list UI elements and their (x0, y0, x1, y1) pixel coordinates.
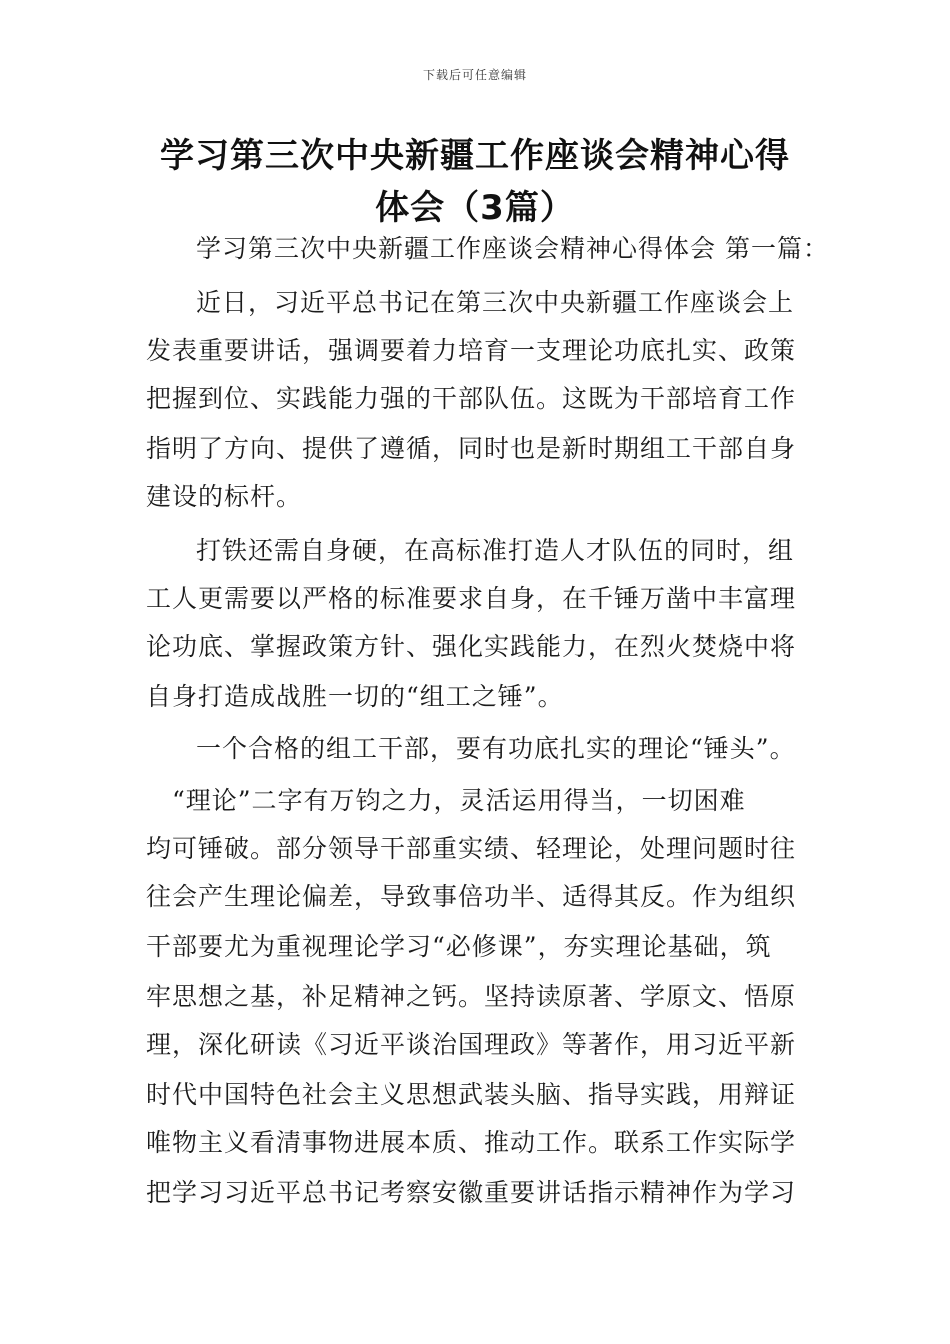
body-line: 牢思想之基，补足精神之钙。坚持读原著、学原文、悟原 (146, 982, 797, 1011)
body-line: 论功底、掌握政策方针、强化实践能力，在烈火焚烧中将 (146, 632, 797, 661)
body-line: 自身打造成战胜一切的“组工之锤”。 (146, 682, 564, 711)
body-line: “理论”二字有万钧之力，灵活运用得当，一切困难 (172, 786, 746, 815)
body-line: 一个合格的组工干部，要有功底扎实的理论“锤头”。 (196, 734, 796, 763)
body-line: 干部要尤为重视理论学习“必修课”，夯实理论基础，筑 (146, 932, 772, 961)
body-line: 均可锤破。部分领导干部重实绩、轻理论，处理问题时往 (146, 834, 797, 863)
body-line: 把握到位、实践能力强的干部队伍。这既为干部培育工作 (146, 384, 797, 413)
body-line: 打铁还需自身硬，在高标准打造人才队伍的同时，组 (196, 536, 795, 565)
body-line: 工人更需要以严格的标准要求自身，在千锤万凿中丰富理 (146, 584, 797, 613)
body-line: 近日，习近平总书记在第三次中央新疆工作座谈会上 (196, 288, 795, 317)
body-line: 唯物主义看清事物进展本质、推动工作。联系工作实际学 (146, 1128, 797, 1157)
body-line: 指明了方向、提供了遵循，同时也是新时期组工干部自身 (146, 434, 797, 463)
body-line: 理，深化研读《习近平谈治国理政》等著作，用习近平新 (146, 1030, 797, 1059)
header-note: 下载后可任意编辑 (422, 68, 527, 82)
body-line: 建设的标杆。 (146, 482, 303, 511)
body-line: 发表重要讲话，强调要着力培育一支理论功底扎实、政策 (146, 336, 797, 365)
document-title-line-2: 体会（3篇） (375, 188, 575, 228)
document-title-line-1: 学习第三次中央新疆工作座谈会精神心得 (160, 136, 790, 176)
body-line: 往会产生理论偏差，导致事倍功半、适得其反。作为组织 (146, 882, 797, 911)
body-line: 把学习习近平总书记考察安徽重要讲话指示精神作为学习 (146, 1178, 797, 1207)
body-line: 时代中国特色社会主义思想武装头脑、指导实践，用辩证 (146, 1080, 797, 1109)
subtitle-line: 学习第三次中央新疆工作座谈会精神心得体会 第一篇： (196, 234, 829, 263)
